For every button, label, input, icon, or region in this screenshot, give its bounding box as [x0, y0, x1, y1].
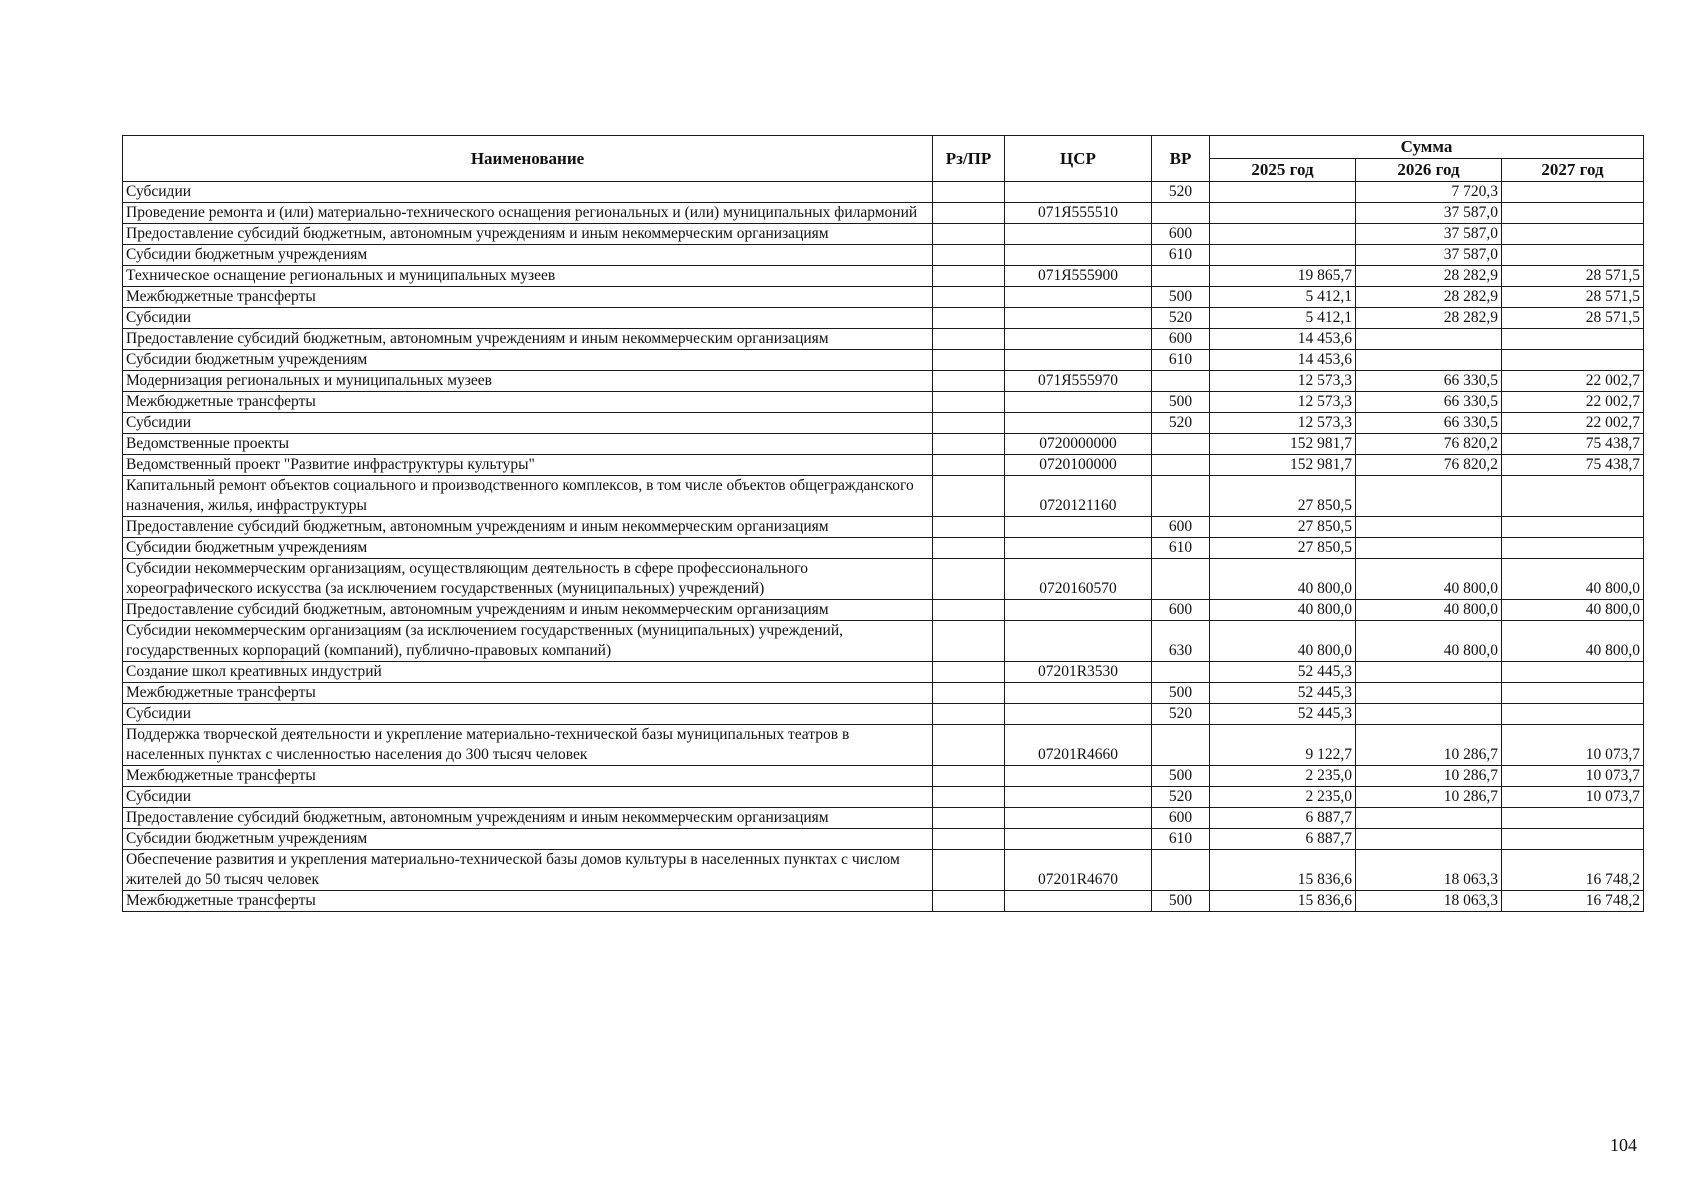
row-rzpr-cell — [933, 538, 1005, 559]
row-csr-cell: 0720160570 — [1005, 559, 1152, 600]
row-vr-cell: 600 — [1152, 600, 1210, 621]
row-csr-cell: 0720121160 — [1005, 476, 1152, 517]
row-2026-cell: 10 286,7 — [1356, 725, 1502, 766]
row-2027-cell: 40 800,0 — [1502, 559, 1644, 600]
row-rzpr-cell — [933, 787, 1005, 808]
row-2025-cell: 27 850,5 — [1210, 517, 1356, 538]
row-rzpr-cell — [933, 182, 1005, 203]
row-vr-cell: 520 — [1152, 704, 1210, 725]
row-2027-cell — [1502, 538, 1644, 559]
table-row — [123, 203, 1644, 224]
row-rzpr-cell — [933, 455, 1005, 476]
table-row — [123, 308, 1644, 329]
row-2027-cell: 22 002,7 — [1502, 392, 1644, 413]
row-2025-cell: 12 573,3 — [1210, 371, 1356, 392]
header-2027: 2027 год — [1502, 159, 1644, 182]
table-row — [123, 559, 1644, 600]
row-2027-cell — [1502, 182, 1644, 203]
row-2027-cell: 28 571,5 — [1502, 308, 1644, 329]
row-rzpr-cell — [933, 850, 1005, 891]
row-2027-cell: 75 438,7 — [1502, 455, 1644, 476]
row-rzpr-cell — [933, 308, 1005, 329]
row-2027-cell: 10 073,7 — [1502, 766, 1644, 787]
row-rzpr-cell — [933, 287, 1005, 308]
row-2025-cell: 14 453,6 — [1210, 329, 1356, 350]
row-name-cell: Техническое оснащение региональных и муниципальных музеев — [123, 266, 933, 287]
row-2026-cell: 40 800,0 — [1356, 600, 1502, 621]
row-2027-cell: 28 571,5 — [1502, 266, 1644, 287]
row-2027-cell — [1502, 662, 1644, 683]
row-2026-cell: 40 800,0 — [1356, 621, 1502, 662]
row-2026-cell — [1356, 808, 1502, 829]
row-2026-cell — [1356, 683, 1502, 704]
header-rzpr: Рз/ПР — [933, 136, 1005, 182]
row-name-cell: Субсидии некоммерческим организациям (за исключением государственных (муниципальных) учреждений, государственных корпораций (компаний), публично-правовых компаний) — [123, 621, 933, 662]
row-2025-cell: 2 235,0 — [1210, 766, 1356, 787]
row-2027-cell — [1502, 350, 1644, 371]
row-csr-cell: 071Я555510 — [1005, 203, 1152, 224]
row-2025-cell: 52 445,3 — [1210, 683, 1356, 704]
row-csr-cell: 0720100000 — [1005, 455, 1152, 476]
table-row — [123, 392, 1644, 413]
row-vr-cell — [1152, 203, 1210, 224]
row-vr-cell: 500 — [1152, 683, 1210, 704]
header-sum: Сумма — [1210, 136, 1644, 159]
header-vr: ВР — [1152, 136, 1210, 182]
table-row — [123, 662, 1644, 683]
row-vr-cell: 520 — [1152, 787, 1210, 808]
row-name-cell: Межбюджетные трансферты — [123, 287, 933, 308]
row-rzpr-cell — [933, 662, 1005, 683]
row-name-cell: Капитальный ремонт объектов социального и производственного комплексов, в том числе объектов общегражданского назначения, жилья, инфраструктуры — [123, 476, 933, 517]
row-rzpr-cell — [933, 476, 1005, 517]
row-name-cell: Ведомственный проект "Развитие инфраструктуры культуры" — [123, 455, 933, 476]
row-name-cell: Межбюджетные трансферты — [123, 891, 933, 912]
row-csr-cell — [1005, 683, 1152, 704]
row-2027-cell: 10 073,7 — [1502, 787, 1644, 808]
row-vr-cell: 520 — [1152, 308, 1210, 329]
table-row — [123, 329, 1644, 350]
row-2026-cell: 10 286,7 — [1356, 766, 1502, 787]
row-2026-cell: 76 820,2 — [1356, 455, 1502, 476]
row-2027-cell — [1502, 808, 1644, 829]
row-csr-cell — [1005, 308, 1152, 329]
table-row — [123, 224, 1644, 245]
row-vr-cell: 500 — [1152, 392, 1210, 413]
row-2025-cell: 40 800,0 — [1210, 559, 1356, 600]
table-row — [123, 455, 1644, 476]
row-2025-cell: 15 836,6 — [1210, 891, 1356, 912]
row-2025-cell — [1210, 182, 1356, 203]
row-name-cell: Проведение ремонта и (или) материально-технического оснащения региональных и (или) муниципальных филармоний — [123, 203, 933, 224]
row-vr-cell: 500 — [1152, 766, 1210, 787]
table-body — [123, 182, 1644, 912]
row-csr-cell — [1005, 413, 1152, 434]
table-row — [123, 808, 1644, 829]
budget-table — [122, 135, 1644, 912]
row-name-cell: Поддержка творческой деятельности и укрепление материально-технической базы муниципальных театров в населенных пунктах с численностью населения до 300 тысяч человек — [123, 725, 933, 766]
row-2026-cell: 18 063,3 — [1356, 850, 1502, 891]
row-vr-cell: 500 — [1152, 891, 1210, 912]
row-name-cell: Субсидии бюджетным учреждениям — [123, 829, 933, 850]
table-row — [123, 538, 1644, 559]
table-row — [123, 476, 1644, 517]
row-csr-cell — [1005, 538, 1152, 559]
row-rzpr-cell — [933, 829, 1005, 850]
row-2027-cell: 16 748,2 — [1502, 891, 1644, 912]
row-rzpr-cell — [933, 621, 1005, 662]
row-csr-cell — [1005, 245, 1152, 266]
row-vr-cell — [1152, 476, 1210, 517]
row-2027-cell: 75 438,7 — [1502, 434, 1644, 455]
row-name-cell: Предоставление субсидий бюджетным, автономным учреждениям и иным некоммерческим организациям — [123, 517, 933, 538]
table-row — [123, 350, 1644, 371]
table-row — [123, 725, 1644, 766]
row-csr-cell — [1005, 808, 1152, 829]
row-2027-cell — [1502, 224, 1644, 245]
row-rzpr-cell — [933, 434, 1005, 455]
row-2027-cell — [1502, 683, 1644, 704]
row-2027-cell — [1502, 704, 1644, 725]
row-vr-cell: 520 — [1152, 413, 1210, 434]
row-2027-cell — [1502, 329, 1644, 350]
row-name-cell: Субсидии — [123, 787, 933, 808]
table-row — [123, 600, 1644, 621]
row-vr-cell — [1152, 850, 1210, 891]
row-vr-cell: 600 — [1152, 329, 1210, 350]
row-csr-cell: 07201R4660 — [1005, 725, 1152, 766]
row-2026-cell — [1356, 476, 1502, 517]
row-2025-cell: 6 887,7 — [1210, 808, 1356, 829]
row-2025-cell — [1210, 203, 1356, 224]
row-rzpr-cell — [933, 350, 1005, 371]
row-name-cell: Субсидии бюджетным учреждениям — [123, 350, 933, 371]
row-2027-cell — [1502, 245, 1644, 266]
row-csr-cell: 071Я555970 — [1005, 371, 1152, 392]
row-csr-cell — [1005, 829, 1152, 850]
row-name-cell: Предоставление субсидий бюджетным, автономным учреждениям и иным некоммерческим организациям — [123, 600, 933, 621]
row-2026-cell — [1356, 704, 1502, 725]
row-vr-cell — [1152, 434, 1210, 455]
row-2027-cell — [1502, 517, 1644, 538]
row-rzpr-cell — [933, 808, 1005, 829]
row-vr-cell — [1152, 559, 1210, 600]
table-row — [123, 413, 1644, 434]
row-name-cell: Обеспечение развития и укрепления материально-технической базы домов культуры в населенных пунктах с числом жителей до 50 тысяч человек — [123, 850, 933, 891]
row-csr-cell — [1005, 224, 1152, 245]
row-2027-cell: 22 002,7 — [1502, 413, 1644, 434]
row-rzpr-cell — [933, 413, 1005, 434]
row-rzpr-cell — [933, 600, 1005, 621]
row-csr-cell — [1005, 517, 1152, 538]
row-vr-cell: 520 — [1152, 182, 1210, 203]
row-rzpr-cell — [933, 266, 1005, 287]
row-csr-cell: 07201R3530 — [1005, 662, 1152, 683]
row-2025-cell: 152 981,7 — [1210, 434, 1356, 455]
table-row — [123, 371, 1644, 392]
row-2027-cell: 40 800,0 — [1502, 621, 1644, 662]
page-number: 104 — [1610, 1135, 1637, 1155]
header-csr: ЦСР — [1005, 136, 1152, 182]
row-2026-cell: 66 330,5 — [1356, 392, 1502, 413]
row-2026-cell: 76 820,2 — [1356, 434, 1502, 455]
row-2027-cell — [1502, 476, 1644, 517]
row-name-cell: Предоставление субсидий бюджетным, автономным учреждениям и иным некоммерческим организациям — [123, 808, 933, 829]
row-rzpr-cell — [933, 891, 1005, 912]
table-row — [123, 766, 1644, 787]
row-2026-cell: 37 587,0 — [1356, 224, 1502, 245]
row-rzpr-cell — [933, 725, 1005, 766]
row-2027-cell — [1502, 829, 1644, 850]
row-2026-cell: 66 330,5 — [1356, 413, 1502, 434]
row-2025-cell: 6 887,7 — [1210, 829, 1356, 850]
row-vr-cell — [1152, 662, 1210, 683]
row-name-cell: Предоставление субсидий бюджетным, автономным учреждениям и иным некоммерческим организациям — [123, 224, 933, 245]
row-2027-cell: 10 073,7 — [1502, 725, 1644, 766]
row-2026-cell — [1356, 350, 1502, 371]
row-vr-cell: 600 — [1152, 517, 1210, 538]
row-vr-cell: 600 — [1152, 808, 1210, 829]
row-name-cell: Модернизация региональных и муниципальных музеев — [123, 371, 933, 392]
row-2025-cell: 9 122,7 — [1210, 725, 1356, 766]
row-2026-cell: 28 282,9 — [1356, 266, 1502, 287]
row-csr-cell — [1005, 787, 1152, 808]
row-name-cell: Субсидии бюджетным учреждениям — [123, 245, 933, 266]
row-vr-cell: 600 — [1152, 224, 1210, 245]
row-2025-cell: 15 836,6 — [1210, 850, 1356, 891]
row-2025-cell: 12 573,3 — [1210, 413, 1356, 434]
table-row — [123, 621, 1644, 662]
table-row — [123, 683, 1644, 704]
row-vr-cell: 610 — [1152, 829, 1210, 850]
header-2025: 2025 год — [1210, 159, 1356, 182]
row-vr-cell — [1152, 266, 1210, 287]
row-vr-cell: 630 — [1152, 621, 1210, 662]
header-2026: 2026 год — [1356, 159, 1502, 182]
row-rzpr-cell — [933, 329, 1005, 350]
row-2025-cell: 27 850,5 — [1210, 538, 1356, 559]
row-csr-cell — [1005, 891, 1152, 912]
row-name-cell: Межбюджетные трансферты — [123, 766, 933, 787]
row-name-cell: Предоставление субсидий бюджетным, автономным учреждениям и иным некоммерческим организациям — [123, 329, 933, 350]
table-row — [123, 182, 1644, 203]
row-rzpr-cell — [933, 517, 1005, 538]
row-2026-cell: 28 282,9 — [1356, 308, 1502, 329]
row-2026-cell: 37 587,0 — [1356, 203, 1502, 224]
row-name-cell: Субсидии — [123, 182, 933, 203]
row-csr-cell — [1005, 600, 1152, 621]
row-csr-cell: 0720000000 — [1005, 434, 1152, 455]
row-2025-cell: 14 453,6 — [1210, 350, 1356, 371]
row-2027-cell: 22 002,7 — [1502, 371, 1644, 392]
row-2026-cell: 40 800,0 — [1356, 559, 1502, 600]
row-2025-cell: 2 235,0 — [1210, 787, 1356, 808]
header-name: Наименование — [123, 136, 933, 182]
row-rzpr-cell — [933, 245, 1005, 266]
row-csr-cell — [1005, 329, 1152, 350]
row-name-cell: Межбюджетные трансферты — [123, 683, 933, 704]
table-row — [123, 245, 1644, 266]
table-row — [123, 829, 1644, 850]
row-name-cell: Межбюджетные трансферты — [123, 392, 933, 413]
row-2026-cell: 7 720,3 — [1356, 182, 1502, 203]
row-2025-cell: 19 865,7 — [1210, 266, 1356, 287]
row-vr-cell — [1152, 725, 1210, 766]
table-row — [123, 704, 1644, 725]
row-rzpr-cell — [933, 224, 1005, 245]
row-name-cell: Субсидии — [123, 704, 933, 725]
row-2025-cell: 12 573,3 — [1210, 392, 1356, 413]
row-2026-cell: 37 587,0 — [1356, 245, 1502, 266]
row-2025-cell — [1210, 224, 1356, 245]
row-vr-cell: 610 — [1152, 350, 1210, 371]
row-csr-cell — [1005, 182, 1152, 203]
row-2026-cell: 66 330,5 — [1356, 371, 1502, 392]
row-rzpr-cell — [933, 683, 1005, 704]
row-2026-cell: 18 063,3 — [1356, 891, 1502, 912]
row-2025-cell: 52 445,3 — [1210, 662, 1356, 683]
row-csr-cell — [1005, 350, 1152, 371]
row-csr-cell — [1005, 704, 1152, 725]
row-vr-cell — [1152, 371, 1210, 392]
row-rzpr-cell — [933, 704, 1005, 725]
row-name-cell: Создание школ креативных индустрий — [123, 662, 933, 683]
row-2025-cell: 40 800,0 — [1210, 621, 1356, 662]
row-2025-cell: 152 981,7 — [1210, 455, 1356, 476]
row-2026-cell — [1356, 538, 1502, 559]
table-row — [123, 787, 1644, 808]
row-name-cell: Субсидии — [123, 413, 933, 434]
table-row — [123, 287, 1644, 308]
row-name-cell: Субсидии бюджетным учреждениям — [123, 538, 933, 559]
row-2027-cell: 28 571,5 — [1502, 287, 1644, 308]
row-csr-cell — [1005, 287, 1152, 308]
row-csr-cell: 071Я555900 — [1005, 266, 1152, 287]
row-rzpr-cell — [933, 392, 1005, 413]
row-2025-cell: 27 850,5 — [1210, 476, 1356, 517]
row-vr-cell: 500 — [1152, 287, 1210, 308]
row-2026-cell — [1356, 517, 1502, 538]
row-2026-cell: 28 282,9 — [1356, 287, 1502, 308]
row-csr-cell: 07201R4670 — [1005, 850, 1152, 891]
row-csr-cell — [1005, 766, 1152, 787]
row-2026-cell: 10 286,7 — [1356, 787, 1502, 808]
row-2025-cell: 5 412,1 — [1210, 287, 1356, 308]
row-2027-cell — [1502, 203, 1644, 224]
row-2026-cell — [1356, 662, 1502, 683]
row-2025-cell — [1210, 245, 1356, 266]
row-rzpr-cell — [933, 766, 1005, 787]
row-rzpr-cell — [933, 203, 1005, 224]
row-rzpr-cell — [933, 371, 1005, 392]
row-vr-cell — [1152, 455, 1210, 476]
table-header — [123, 136, 1644, 182]
table-row — [123, 434, 1644, 455]
row-name-cell: Субсидии — [123, 308, 933, 329]
row-2026-cell — [1356, 329, 1502, 350]
row-rzpr-cell — [933, 559, 1005, 600]
row-vr-cell: 610 — [1152, 538, 1210, 559]
table-row — [123, 850, 1644, 891]
table-row — [123, 517, 1644, 538]
table-row — [123, 266, 1644, 287]
row-2025-cell: 5 412,1 — [1210, 308, 1356, 329]
row-2025-cell: 40 800,0 — [1210, 600, 1356, 621]
row-vr-cell: 610 — [1152, 245, 1210, 266]
table-row — [123, 891, 1644, 912]
row-csr-cell — [1005, 621, 1152, 662]
row-2027-cell: 40 800,0 — [1502, 600, 1644, 621]
row-csr-cell — [1005, 392, 1152, 413]
row-name-cell: Ведомственные проекты — [123, 434, 933, 455]
row-2027-cell: 16 748,2 — [1502, 850, 1644, 891]
row-name-cell: Субсидии некоммерческим организациям, осуществляющим деятельность в сфере профессионального хореографического искусства (за исключением государственных (муниципальных) учреждений) — [123, 559, 933, 600]
row-2025-cell: 52 445,3 — [1210, 704, 1356, 725]
row-2026-cell — [1356, 829, 1502, 850]
